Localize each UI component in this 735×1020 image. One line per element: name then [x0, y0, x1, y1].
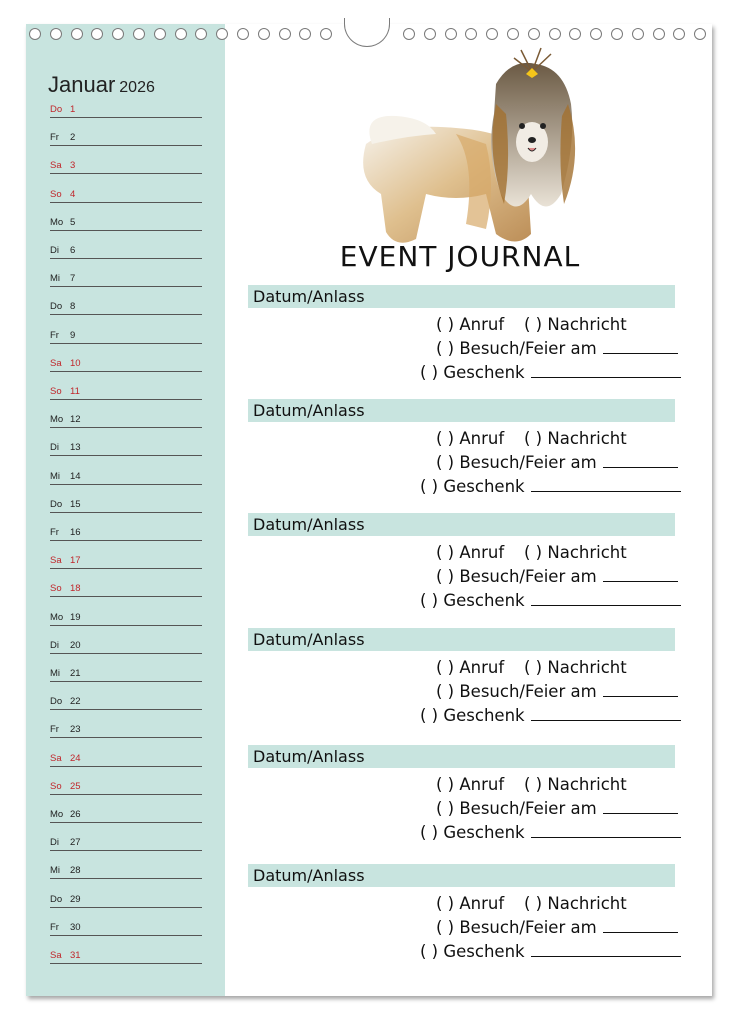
nachricht-option[interactable]: [524, 543, 627, 562]
day-row[interactable]: [50, 633, 202, 654]
binding-ring: [71, 28, 83, 40]
day-name: Mo: [50, 611, 64, 623]
day-number: 23: [70, 724, 81, 736]
day-row[interactable]: [50, 351, 202, 372]
besuch-option[interactable]: [436, 339, 678, 358]
binding-ring: [486, 28, 498, 40]
day-row[interactable]: [50, 153, 202, 174]
anruf-option-label: ( ) Anruf: [436, 658, 505, 677]
nachricht-option-label: ( ) Nachricht: [524, 315, 627, 334]
day-row[interactable]: [50, 717, 202, 738]
day-number: 3: [70, 160, 76, 172]
entry-header: [248, 745, 675, 768]
month-title: [48, 72, 155, 98]
day-name: Do: [50, 301, 63, 313]
day-name: Mi: [50, 273, 61, 285]
geschenk-option[interactable]: [420, 363, 681, 382]
binding-ring: [216, 28, 228, 40]
journal-title: EVENT JOURNAL: [339, 240, 581, 273]
write-line[interactable]: [603, 569, 678, 582]
day-name: Do: [50, 696, 63, 708]
day-row[interactable]: [50, 210, 202, 231]
day-number: 9: [70, 329, 76, 341]
write-line[interactable]: [531, 593, 681, 606]
day-name: Fr: [50, 921, 59, 933]
anruf-option[interactable]: [436, 315, 504, 334]
entry-header-label: Datum/Anlass: [253, 747, 365, 766]
anruf-option[interactable]: [436, 543, 504, 562]
binding-ring: [632, 28, 644, 40]
day-name: So: [50, 583, 62, 595]
anruf-option-label: ( ) Anruf: [436, 315, 505, 334]
binding-ring: [445, 28, 457, 40]
anruf-option[interactable]: [436, 775, 504, 794]
nachricht-option[interactable]: [524, 894, 627, 913]
write-line[interactable]: [603, 920, 678, 933]
day-number: 30: [70, 921, 81, 933]
day-row[interactable]: [50, 548, 202, 569]
geschenk-option[interactable]: [420, 823, 681, 842]
day-number: 22: [70, 696, 81, 708]
anruf-option[interactable]: [436, 894, 504, 913]
day-number: 26: [70, 809, 81, 820]
day-row[interactable]: [50, 943, 202, 964]
day-name: Mi: [50, 470, 61, 482]
geschenk-option[interactable]: [420, 591, 681, 610]
anruf-option[interactable]: [436, 658, 504, 677]
entry-header-label: Datum/Anlass: [253, 401, 365, 420]
day-number: 27: [70, 837, 81, 849]
day-number: 6: [70, 245, 76, 256]
day-name: Di: [50, 442, 59, 454]
binding-ring: [175, 28, 187, 40]
binding-ring: [299, 28, 311, 40]
write-line[interactable]: [603, 341, 678, 354]
day-number: 12: [70, 414, 81, 426]
binding-ring: [112, 28, 124, 40]
entry-header: [248, 513, 675, 536]
day-row[interactable]: [50, 689, 202, 710]
binding-ring: [50, 28, 62, 40]
day-name: Fr: [50, 724, 59, 736]
day-number: 31: [70, 950, 81, 961]
day-row[interactable]: [50, 125, 202, 146]
day-name: So: [50, 780, 62, 792]
entry-header: [248, 864, 675, 887]
day-name: Sa: [50, 357, 62, 369]
anruf-option[interactable]: [436, 429, 504, 448]
day-row[interactable]: [50, 605, 202, 626]
besuch-option-label: ( ) Besuch/Feier am: [436, 682, 597, 701]
day-row[interactable]: [50, 97, 202, 118]
day-name: Mo: [50, 414, 64, 426]
day-row[interactable]: [50, 520, 202, 541]
besuch-option[interactable]: [436, 682, 678, 701]
day-number: 24: [70, 752, 81, 764]
day-number: 10: [70, 357, 81, 369]
anruf-option-label: ( ) Anruf: [436, 894, 505, 913]
besuch-option[interactable]: [436, 567, 678, 586]
geschenk-option-label: ( ) Geschenk: [420, 823, 525, 842]
besuch-option[interactable]: [436, 453, 678, 472]
day-name: Sa: [50, 752, 62, 764]
binding-ring: [673, 28, 685, 40]
geschenk-option[interactable]: [420, 942, 681, 961]
day-number: 21: [70, 668, 81, 679]
besuch-option-label: ( ) Besuch/Feier am: [436, 799, 597, 818]
day-row[interactable]: [50, 435, 202, 456]
nachricht-option-label: ( ) Nachricht: [524, 775, 627, 794]
write-line[interactable]: [603, 455, 678, 468]
binding-ring: [91, 28, 103, 40]
day-name: Mo: [50, 809, 64, 820]
calendar-page: [26, 24, 712, 996]
day-row[interactable]: [50, 492, 202, 513]
binding-ring: [403, 28, 415, 40]
day-name: Fr: [50, 527, 59, 538]
binding-ring: [237, 28, 249, 40]
day-number: 11: [70, 386, 80, 397]
binding-ring: [29, 28, 41, 40]
binding-ring: [133, 28, 145, 40]
day-row[interactable]: [50, 407, 202, 428]
entry-header: [248, 399, 675, 422]
write-line[interactable]: [531, 708, 681, 721]
anruf-option-label: ( ) Anruf: [436, 429, 505, 448]
nachricht-option-label: ( ) Nachricht: [524, 658, 627, 677]
binding-ring: [611, 28, 623, 40]
day-name: Sa: [50, 160, 62, 172]
anruf-option-label: ( ) Anruf: [436, 775, 505, 794]
day-name: Di: [50, 639, 59, 651]
geschenk-option[interactable]: [420, 706, 681, 725]
nachricht-option[interactable]: [524, 429, 627, 448]
nachricht-option-label: ( ) Nachricht: [524, 543, 627, 562]
day-row[interactable]: [50, 576, 202, 597]
day-name: So: [50, 386, 62, 397]
day-row[interactable]: [50, 294, 202, 315]
day-name: Sa: [50, 555, 62, 567]
day-number: 15: [70, 498, 81, 510]
entry-header-label: Datum/Anlass: [253, 515, 365, 534]
month-name: Januar: [48, 72, 116, 97]
geschenk-option-label: ( ) Geschenk: [420, 942, 525, 961]
day-number: 28: [70, 865, 81, 877]
besuch-option-label: ( ) Besuch/Feier am: [436, 453, 597, 472]
write-line[interactable]: [531, 825, 681, 838]
day-number: 2: [70, 132, 76, 144]
day-row[interactable]: [50, 915, 202, 936]
binding-ring: [154, 28, 166, 40]
calendar-sidebar: [26, 24, 225, 996]
day-name: Mo: [50, 216, 64, 228]
day-number: 14: [70, 470, 81, 482]
nachricht-option[interactable]: [524, 315, 627, 334]
day-row[interactable]: [50, 266, 202, 287]
day-row[interactable]: [50, 774, 202, 795]
day-name: Di: [50, 837, 59, 849]
day-number: 16: [70, 527, 81, 538]
binding-ring: [528, 28, 540, 40]
binding-ring: [195, 28, 207, 40]
binding-ring: [569, 28, 581, 40]
day-number: 18: [70, 583, 81, 595]
day-number: 19: [70, 611, 81, 623]
day-row[interactable]: [50, 746, 202, 767]
day-number: 5: [70, 216, 76, 228]
day-number: 25: [70, 780, 81, 792]
entry-header-label: Datum/Anlass: [253, 630, 365, 649]
entry-header: [248, 628, 675, 651]
binding-ring: [258, 28, 270, 40]
binding-ring: [590, 28, 602, 40]
day-number: 4: [70, 188, 76, 200]
entry-header-label: Datum/Anlass: [253, 866, 365, 885]
day-name: Mi: [50, 865, 61, 877]
day-row[interactable]: [50, 830, 202, 851]
day-row[interactable]: [50, 802, 202, 823]
nachricht-option[interactable]: [524, 775, 627, 794]
day-name: Di: [50, 245, 59, 256]
day-number: 20: [70, 639, 81, 651]
write-line[interactable]: [531, 479, 681, 492]
day-number: 29: [70, 893, 81, 905]
day-name: Do: [50, 104, 63, 115]
binding-ring: [653, 28, 665, 40]
binding-ring: [279, 28, 291, 40]
day-row[interactable]: [50, 182, 202, 203]
write-line[interactable]: [531, 365, 681, 378]
write-line[interactable]: [531, 944, 681, 957]
day-name: Fr: [50, 329, 59, 341]
day-name: So: [50, 188, 62, 200]
besuch-option-label: ( ) Besuch/Feier am: [436, 567, 597, 586]
anruf-option-label: ( ) Anruf: [436, 543, 505, 562]
binding-ring: [465, 28, 477, 40]
write-line[interactable]: [603, 684, 678, 697]
binding-ring: [694, 28, 706, 40]
month-year: 2026: [119, 79, 155, 96]
day-number: 7: [70, 273, 76, 285]
write-line[interactable]: [603, 801, 678, 814]
besuch-option[interactable]: [436, 918, 678, 937]
day-name: Fr: [50, 132, 59, 144]
day-row[interactable]: [50, 323, 202, 344]
geschenk-option-label: ( ) Geschenk: [420, 363, 525, 382]
day-row[interactable]: [50, 238, 202, 259]
day-name: Mi: [50, 668, 61, 679]
day-number: 13: [70, 442, 81, 454]
day-number: 1: [70, 104, 76, 115]
day-name: Sa: [50, 950, 62, 961]
day-row[interactable]: [50, 887, 202, 908]
nachricht-option-label: ( ) Nachricht: [524, 429, 627, 448]
nachricht-option-label: ( ) Nachricht: [524, 894, 627, 913]
binding-ring: [549, 28, 561, 40]
binding-ring: [507, 28, 519, 40]
geschenk-option[interactable]: [420, 477, 681, 496]
hanger-cutout: [344, 18, 390, 47]
besuch-option-label: ( ) Besuch/Feier am: [436, 918, 597, 937]
entry-header-label: Datum/Anlass: [253, 287, 365, 306]
day-row[interactable]: [50, 379, 202, 400]
day-name: Do: [50, 893, 63, 905]
besuch-option[interactable]: [436, 799, 678, 818]
binding-ring: [320, 28, 332, 40]
geschenk-option-label: ( ) Geschenk: [420, 477, 525, 496]
nachricht-option[interactable]: [524, 658, 627, 677]
geschenk-option-label: ( ) Geschenk: [420, 591, 525, 610]
entry-header: [248, 285, 675, 308]
binding-ring: [424, 28, 436, 40]
day-name: Do: [50, 498, 63, 510]
day-row[interactable]: [50, 661, 202, 682]
day-row[interactable]: [50, 464, 202, 485]
besuch-option-label: ( ) Besuch/Feier am: [436, 339, 597, 358]
day-number: 8: [70, 301, 76, 313]
day-row[interactable]: [50, 858, 202, 879]
dog-illustration: [336, 44, 596, 264]
geschenk-option-label: ( ) Geschenk: [420, 706, 525, 725]
day-number: 17: [70, 555, 81, 567]
